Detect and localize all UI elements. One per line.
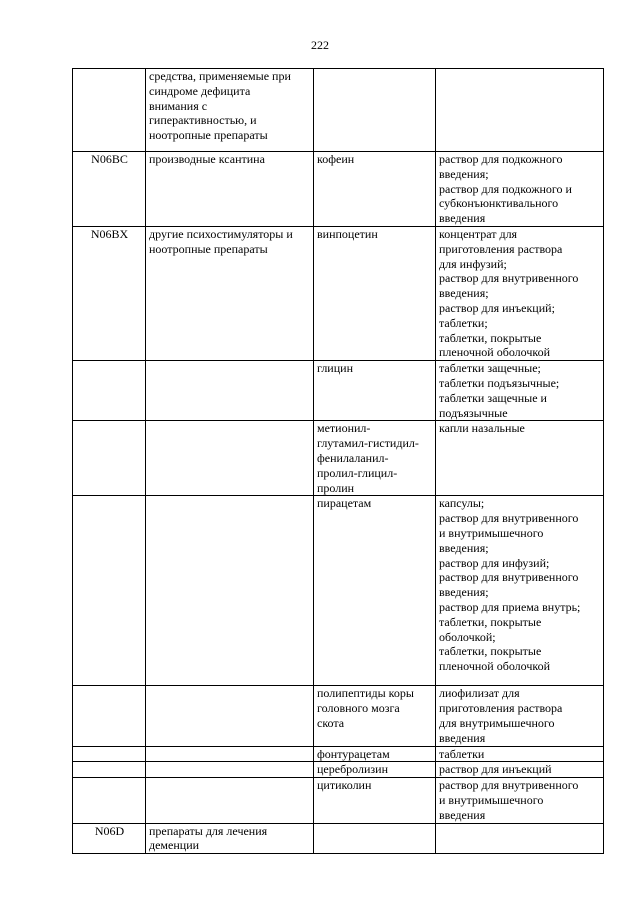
cell-text-line: введения; (439, 585, 489, 600)
group-name-cell (146, 746, 314, 762)
group-name-cell (146, 778, 314, 823)
cell-text-line: головного мозга (317, 701, 400, 716)
substance-cell (314, 421, 436, 496)
group-name-cell (146, 496, 314, 686)
cell-text-line: ноотропные препараты (149, 128, 268, 143)
dosage-forms-cell (436, 496, 604, 686)
dosage-forms-cell (436, 762, 604, 778)
cell-text-line: пролил-глицил- (317, 465, 398, 480)
page-number: 222 (311, 38, 329, 52)
substance-cell (314, 69, 436, 152)
cell-text-line: глицин (317, 361, 353, 376)
table-row (73, 762, 604, 778)
cell-text-line: раствор для подкожного и (439, 181, 572, 196)
cell-text-line: деменции (149, 838, 200, 853)
cell-text-line: введения; (439, 286, 489, 301)
substance-cell (314, 496, 436, 686)
cell-text-line: фенилаланил- (317, 450, 389, 465)
cell-text-line: для внутримышечного (439, 715, 555, 730)
substance-cell (314, 361, 436, 421)
cell-text-line: раствор для внутривенного (439, 570, 579, 585)
cell-text-line: раствор для внутривенного (439, 271, 579, 286)
atc-code-cell (73, 762, 146, 778)
cell-text-line: таблетки, покрытые (439, 330, 542, 345)
dosage-forms-cell (436, 686, 604, 746)
table-row (73, 686, 604, 746)
cell-text-line: таблетки; (439, 315, 488, 330)
substance-cell (314, 746, 436, 762)
cell-text-line: таблетки подъязычные; (439, 375, 560, 390)
cell-text-line: полипептиды коры (317, 686, 414, 701)
cell-text-line: препараты для лечения (149, 823, 268, 838)
cell-text-line: приготовления раствора (439, 701, 563, 716)
cell-text-line: пирацетам (317, 496, 372, 511)
atc-code-cell: N06D (73, 823, 146, 854)
atc-code-cell: N06BX (73, 226, 146, 360)
table-row (73, 361, 604, 421)
cell-text-line: пленочной оболочкой (439, 345, 551, 360)
cell-text-line: капсулы; (439, 496, 485, 511)
group-name-cell (146, 69, 314, 152)
cell-text-line: раствор для инфузий; (439, 555, 550, 570)
cell-text-line: таблетки защечные; (439, 361, 541, 376)
group-name-cell (146, 152, 314, 227)
cell-text-line: гиперактивностью, и (149, 113, 257, 128)
table-row (73, 69, 604, 152)
group-name-cell (146, 762, 314, 778)
cell-text-line: пролин (317, 480, 355, 495)
atc-code-cell (73, 778, 146, 823)
dosage-forms-cell (436, 152, 604, 227)
group-name-cell (146, 823, 314, 854)
table-row (73, 152, 604, 227)
cell-text-line: ноотропные препараты (149, 241, 268, 256)
cell-text-line: раствор для приема внутрь; (439, 599, 581, 614)
table-row (73, 496, 604, 686)
dosage-forms-cell (436, 361, 604, 421)
cell-text-line: раствор для подкожного (439, 152, 563, 166)
table-row (73, 823, 604, 854)
cell-text-line: глутамил-гистидил- (317, 436, 419, 451)
cell-text-line: кофеин (317, 152, 355, 166)
table-row (73, 421, 604, 496)
cell-text-line: субконъюнктивального (439, 196, 559, 211)
table-row (73, 778, 604, 823)
cell-text-line: таблетки (439, 746, 485, 761)
cell-text-line: таблетки, покрытые (439, 644, 542, 659)
table-row (73, 746, 604, 762)
dosage-forms-cell (436, 421, 604, 496)
atc-code-cell (73, 421, 146, 496)
atc-code-cell (73, 361, 146, 421)
cell-text-line: метионил- (317, 421, 371, 436)
cell-text-line: и внутримышечного (439, 525, 544, 540)
cell-text-line: введения (439, 730, 486, 745)
cell-text-line: введения; (439, 540, 489, 555)
cell-text-line: церебролизин (317, 762, 389, 777)
group-name-cell (146, 226, 314, 360)
cell-text-line: подъязычные (439, 405, 508, 420)
group-name-cell (146, 686, 314, 746)
group-name-cell (146, 361, 314, 421)
atc-code-cell: N06BC (73, 152, 146, 227)
substance-cell (314, 823, 436, 854)
table-row (73, 226, 604, 360)
cell-text-line: раствор для внутривенного (439, 778, 579, 793)
dosage-forms-cell (436, 778, 604, 823)
cell-text-line: цитиколин (317, 778, 372, 793)
cell-text-line: лиофилизат для (439, 686, 520, 701)
cell-text-line: оболочкой; (439, 629, 496, 644)
cell-text-line: другие психостимуляторы и (149, 226, 293, 241)
cell-text-line: внимания с (149, 98, 208, 113)
cell-text-line: для инфузий; (439, 256, 507, 271)
cell-text-line: пленочной оболочкой (439, 659, 551, 674)
cell-text-line: таблетки, покрытые (439, 614, 542, 629)
atc-code-cell (73, 496, 146, 686)
group-name-cell (146, 421, 314, 496)
cell-text-line: введения (439, 211, 486, 226)
atc-code-cell (73, 686, 146, 746)
substance-cell (314, 152, 436, 227)
cell-text-line: раствор для внутривенного (439, 511, 579, 526)
dosage-forms-cell (436, 823, 604, 854)
cell-text-line: капли назальные (439, 421, 525, 436)
cell-text-line: производные ксантина (149, 152, 265, 166)
substance-cell (314, 762, 436, 778)
cell-text-line: концентрат для (439, 226, 518, 241)
atc-code-cell (73, 746, 146, 762)
substance-cell (314, 226, 436, 360)
drug-table (72, 68, 604, 854)
dosage-forms-cell (436, 746, 604, 762)
atc-code-cell (73, 69, 146, 152)
substance-cell (314, 686, 436, 746)
cell-text-line: винпоцетин (317, 226, 378, 241)
cell-text-line: фонтурацетам (317, 746, 390, 761)
cell-text-line: скота (317, 715, 345, 730)
cell-text-line: синдроме дефицита (149, 83, 251, 98)
cell-text-line: раствор для инъекций; (439, 300, 555, 315)
dosage-forms-cell (436, 226, 604, 360)
dosage-forms-cell (436, 69, 604, 152)
cell-text-line: и внутримышечного (439, 792, 544, 807)
cell-text-line: раствор для инъекций (439, 762, 552, 777)
cell-text-line: введения (439, 807, 486, 822)
cell-text-line: таблетки защечные и (439, 390, 547, 405)
cell-text-line: введения; (439, 166, 489, 181)
cell-text-line: средства, применяемые при (149, 69, 291, 83)
cell-text-line: приготовления раствора (439, 241, 563, 256)
substance-cell (314, 778, 436, 823)
